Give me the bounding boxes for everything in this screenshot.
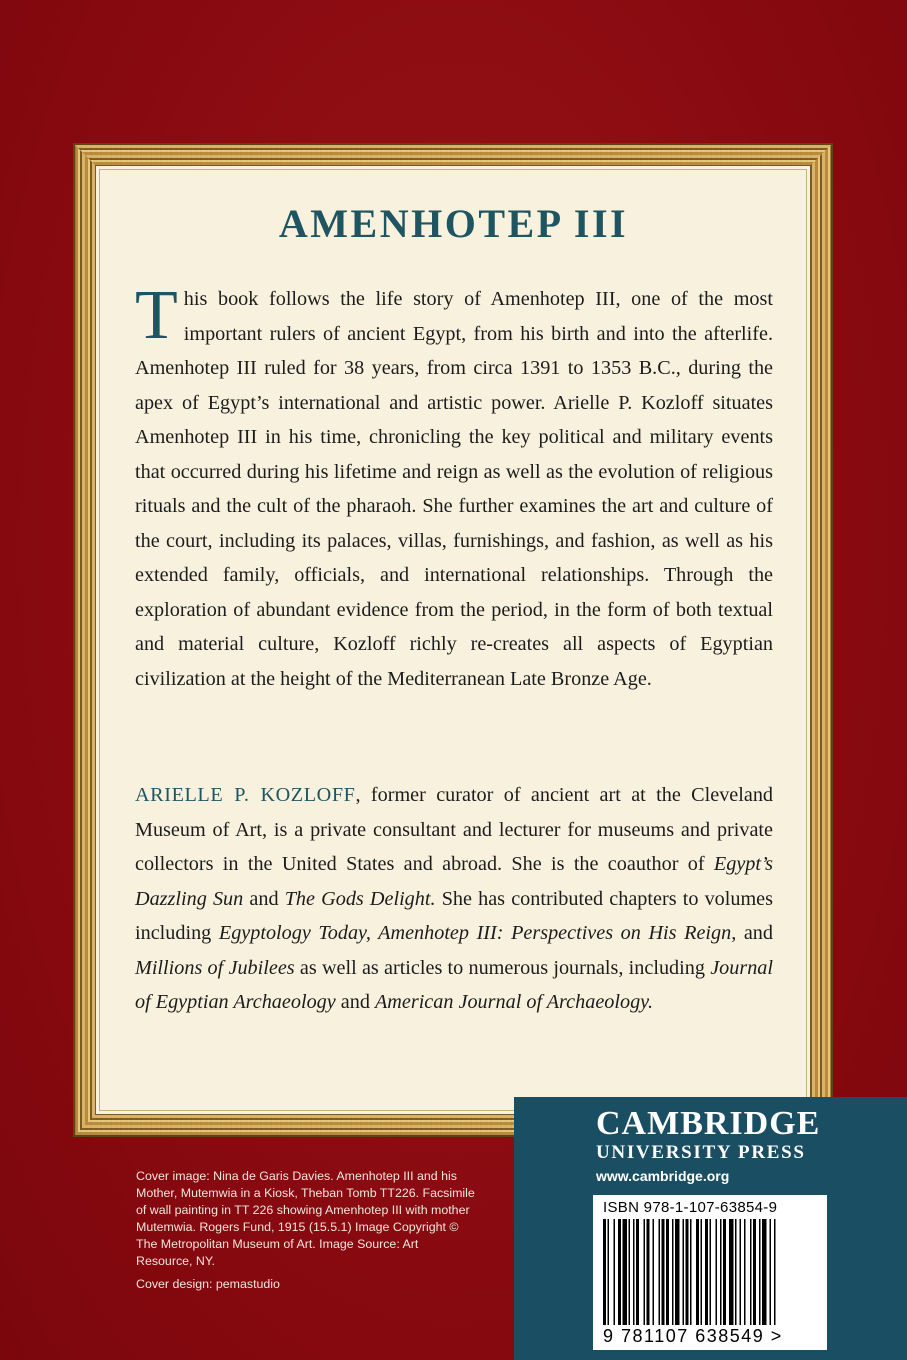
journal-title: Journal of Egyptian Archaeology — [135, 956, 773, 1013]
bio-text: and — [243, 887, 285, 910]
publisher-subtitle: UNIVERSITY PRESS — [596, 1142, 806, 1163]
book-work-title: Egyptology Today, Amenhotep III: Perspectives on His Reign, — [218, 922, 737, 944]
book-title: AMENHOTEP III — [278, 201, 629, 246]
bio-text: and — [736, 922, 773, 944]
cover-image-credit: Cover image: Nina de Garis Davies. Amenhotep III and his Mother, Mutemwia in a Kiosk, Theban Tomb TT226. Facsimile of wall painting in TT 226 showing Amenhotep III with mother Mutemwia. Rogers Fund, 1915 (15.5.1) Image Copyright © The Metropolitan Museum of Art. Image Source: Art Resource, NY. — [136, 1169, 475, 1268]
book-work-title: The Gods Delight. — [284, 887, 436, 910]
barcode-icon — [603, 1219, 817, 1325]
publisher-name: CAMBRIDGE — [596, 1105, 821, 1142]
book-description — [135, 277, 773, 696]
bio-text: as well as articles to numerous journals, including — [294, 956, 711, 979]
bio-text: and — [335, 991, 375, 1013]
book-work-title: Egypt’s Dazzling Sun — [135, 853, 773, 910]
description-text: his book follows the life story of Amenhotep III, one of the most important rulers of ancient Egypt, from his birth and into the afterlife. Amenhotep III ruled for 38 years, from circa 1391 to 1353 B.C., during the apex of Egypt’s international and artistic power. Arielle P. Kozloff situates Amenhotep III in his time, chronicling the key political and military events that occurred during his lifetime and reign as well as the evolution of religious rituals and the cult of the pharaoh. She further examines the art and culture of the court, including its palaces, villas, furnishings, and fashion, as well as his extended family, officials, and international relationships. Through the exploration of abundant evidence from the period, in the form of both textual and material culture, Kozloff richly re-creates all aspects of Egyptian civilization at the height of the Mediterranean Late Bronze Age. — [135, 288, 773, 690]
journal-title: American Journal of Archaeology. — [374, 991, 654, 1013]
cover-design-credit: Cover design: pemastudio — [136, 1277, 280, 1291]
bio-text: , former curator of ancient art at the Cleveland Museum of Art, is a private consultant and lecturer for museums and private collectors in the United States and abroad. She is the coauthor of — [135, 784, 774, 875]
isbn-label: ISBN 978-1-107-63854-9 — [603, 1199, 778, 1216]
publisher-url[interactable]: www.cambridge.org — [596, 1168, 730, 1184]
cover-credits — [136, 1168, 476, 1299]
barcode-number: 9 781107 638549 > — [603, 1326, 783, 1346]
author-name: ARIELLE P. KOZLOFF — [135, 784, 356, 806]
publisher-box — [514, 1097, 907, 1360]
author-bio — [135, 778, 773, 1020]
book-work-title: Millions of Jubilees — [135, 956, 295, 979]
drop-cap: T — [135, 277, 178, 354]
bio-text: She has contributed chapters to volumes including — [135, 887, 773, 944]
barcode-panel — [593, 1195, 827, 1350]
